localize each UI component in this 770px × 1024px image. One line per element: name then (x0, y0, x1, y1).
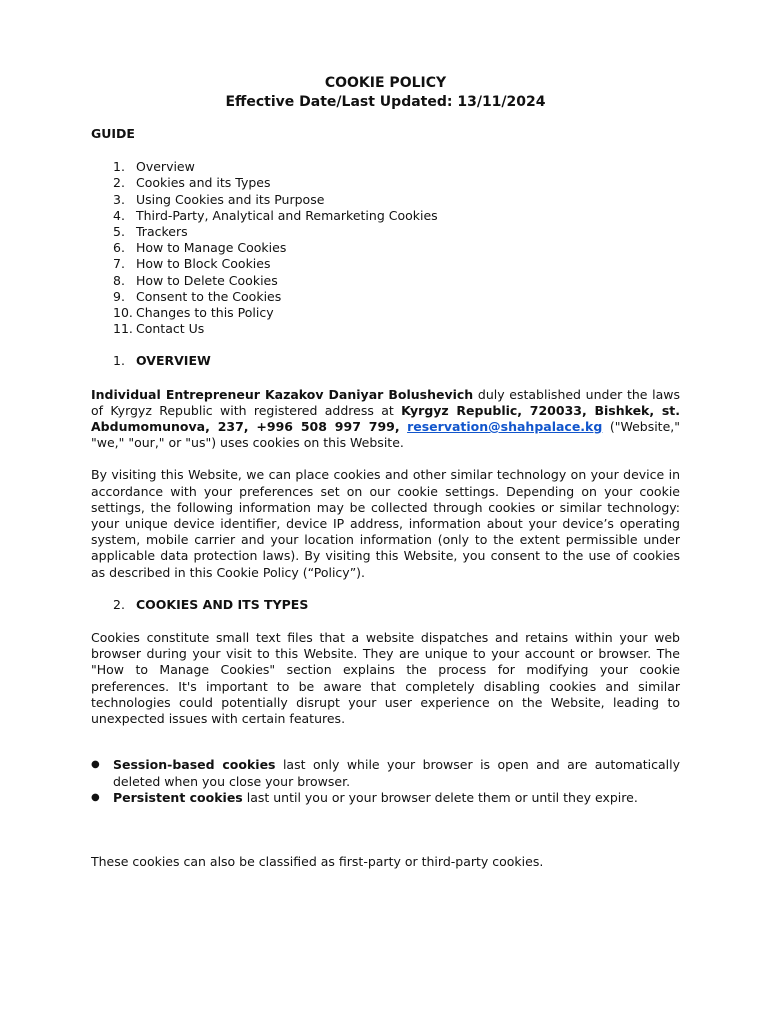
toc-item-number: 9. (113, 288, 125, 304)
list-item-text (113, 757, 680, 789)
toc-item-number: 8. (113, 272, 125, 288)
toc-item (113, 208, 680, 224)
toc-item-number: 6. (113, 240, 125, 256)
overview-paragraph-1 (91, 387, 680, 452)
list-item-description: last until you or your browser delete them or until they expire. (242, 789, 638, 805)
cookies-paragraph-1: Cookies constitute small text files that a website dispatches and retains within your web browser during your visit to this Website. They are unique to your account or browser. The "How to Manage Cookies" section explains the process for modifying your cookie preferences. It's important to be aware that completely disabling cookies and similar technologies could potentially disrupt your user experience on the Website, leading to unexpected issues with certain features. (91, 630, 680, 727)
list-item-text (113, 790, 680, 806)
cookie-types-list (91, 757, 680, 806)
toc-item-label: How to Manage Cookies (136, 240, 287, 256)
section-number: 1. (113, 353, 125, 369)
list-item-term: Persistent cookies (113, 789, 243, 805)
effective-date: Effective Date/Last Updated: 13/11/2024 (225, 94, 546, 110)
toc-item-label: Using Cookies and its Purpose (136, 191, 325, 207)
bullet-icon: ● (91, 791, 100, 803)
list-item (91, 757, 680, 789)
toc-item-label: Third-Party, Analytical and Remarketing Cookies (136, 207, 438, 223)
guide-heading: GUIDE (91, 126, 135, 141)
cookies-paragraph-2: These cookies can also be classified as first-party or third-party cookies. (91, 853, 544, 869)
toc-item (113, 256, 680, 272)
toc-item (113, 321, 680, 337)
toc-item (113, 289, 680, 305)
spacer-text (400, 419, 408, 434)
list-item-term: Session-based cookies (113, 757, 276, 773)
toc-item-label: How to Block Cookies (136, 256, 271, 272)
toc-item (113, 240, 680, 256)
document-content (91, 74, 680, 886)
toc-item (113, 224, 680, 240)
toc-item-number: 2. (113, 175, 125, 191)
toc-item-label: Trackers (136, 224, 188, 240)
toc-item (113, 273, 680, 289)
bullet-icon: ● (91, 759, 100, 771)
toc-item-label: Cookies and its Types (136, 175, 271, 191)
list-item (91, 790, 680, 806)
overview-paragraph-2: By visiting this Website, we can place cookies and other similar technology on your device in accordance with your preferences set on our cookie settings. Depending on your cookie settings, the following information may be collected through cookies or similar technology: your unique device identifier, device IP address, information about your device’s operating system, mobile carrier and your location information (only to the extent permissible under applicable data protection laws). By visiting this Website, you consent to the use of cookies as described in this Cookie Policy (“Policy”). (91, 467, 680, 580)
section-number: 2. (113, 596, 125, 612)
toc-item-number: 11. (113, 321, 133, 337)
overview-text: duly established under the laws of Kyrgyz Republic with registered address at (91, 386, 680, 418)
toc-item-number: 4. (113, 207, 125, 223)
toc-item-label: Contact Us (136, 321, 205, 337)
toc-item (113, 159, 680, 175)
toc-item (113, 175, 680, 191)
section-heading-overview (91, 353, 680, 369)
toc-item-number: 7. (113, 256, 125, 272)
document-title: COOKIE POLICY (324, 75, 447, 91)
entity-name: Individual Entrepreneur Kazakov Daniyar Bolushevich (91, 386, 474, 402)
toc-item-label: How to Delete Cookies (136, 272, 278, 288)
section-title: OVERVIEW (136, 353, 211, 369)
toc-item-number: 3. (113, 191, 125, 207)
section-title: COOKIES AND ITS TYPES (136, 596, 309, 612)
toc-item-label: Consent to the Cookies (136, 288, 282, 304)
title-block (91, 74, 680, 112)
toc-item-number: 5. (113, 224, 125, 240)
toc-item-number: 1. (113, 159, 125, 175)
overview-text-end: ("Website," "we," "our," or "us") uses cookies on this Website. (91, 419, 680, 451)
toc-item-label: Changes to this Policy (136, 305, 274, 321)
toc-item (113, 305, 680, 321)
toc-item (113, 192, 680, 208)
email-link[interactable]: reservation@shahpalace.kg (407, 419, 603, 435)
section-heading-cookies-types (91, 597, 680, 613)
toc-item-number: 10. (113, 305, 133, 321)
registered-address: Kyrgyz Republic, 720033, Bishkek, st. Abdumomunova, 237, +996 508 997 799, (91, 402, 680, 435)
list-item-description: last only while your browser is open and are automatically deleted when you close your browser. (113, 757, 680, 789)
table-of-contents (91, 159, 680, 337)
toc-item-label: Overview (136, 159, 195, 175)
